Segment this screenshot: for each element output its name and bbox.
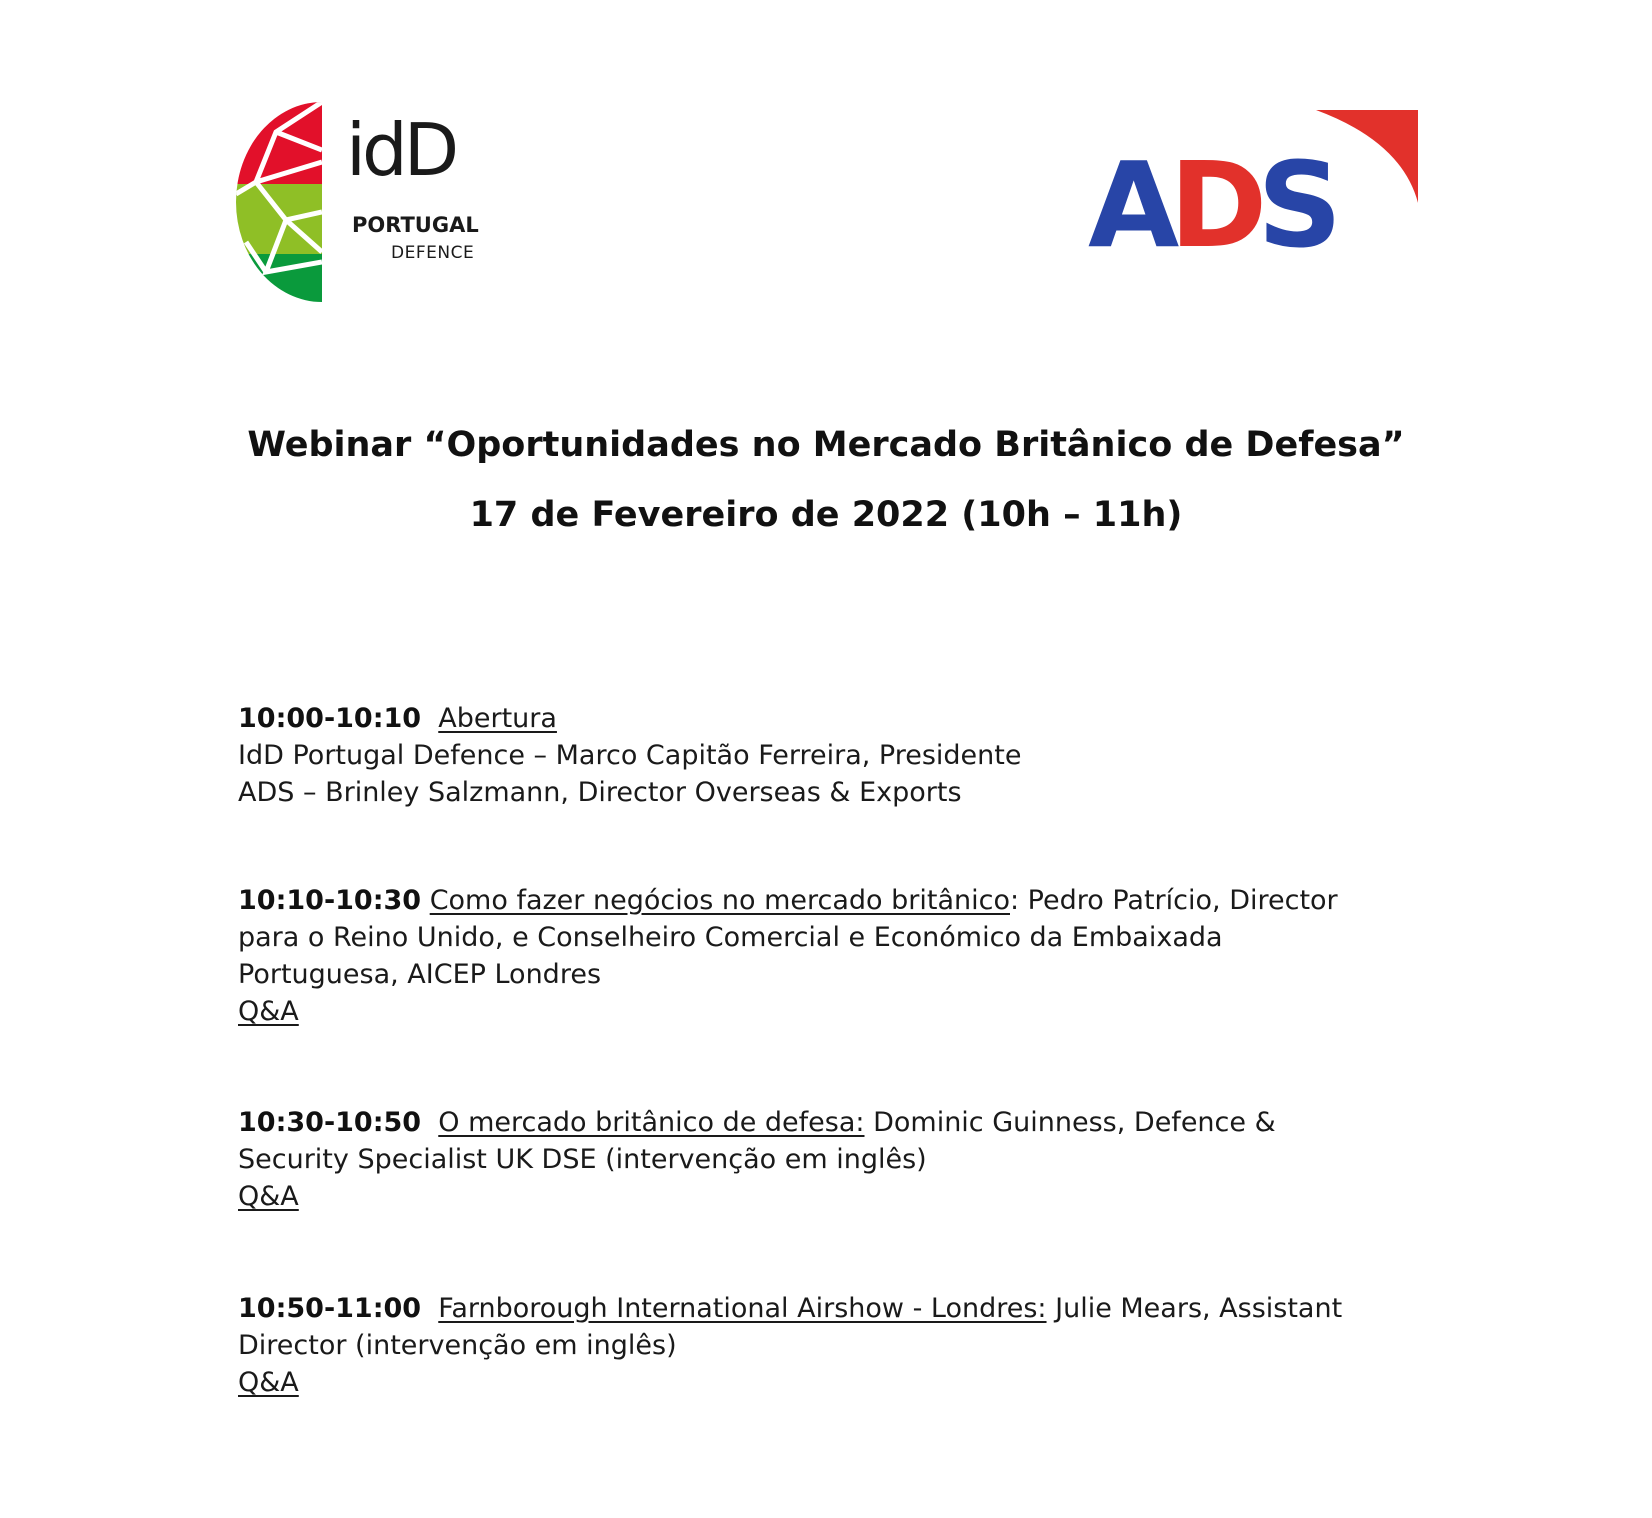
agenda-time: 10:00-10:10 bbox=[238, 703, 422, 734]
agenda-item bbox=[238, 1290, 1342, 1401]
ads-wordmark bbox=[1088, 136, 1333, 274]
agenda-speaker: Dominic Guinness, Defence & bbox=[864, 1107, 1276, 1138]
agenda-item bbox=[238, 700, 1021, 811]
agenda-speaker-line: IdD Portugal Defence – Marco Capitão Ferreira, Presidente bbox=[238, 740, 1022, 771]
ads-letter-a: A bbox=[1088, 136, 1170, 274]
agenda-speaker-line: para o Reino Unido, e Conselheiro Comercial e Económico da Embaixada bbox=[238, 922, 1223, 953]
ads-letter-d: D bbox=[1169, 136, 1258, 274]
ads-letter-s: S bbox=[1257, 136, 1333, 274]
agenda-time: 10:10-10:30 bbox=[238, 885, 422, 916]
agenda-speaker: Julie Mears, Assistant bbox=[1046, 1293, 1343, 1324]
agenda-speaker: : Pedro Patrício, Director bbox=[1010, 885, 1338, 916]
webinar-date: 17 de Fevereiro de 2022 (10h – 11h) bbox=[469, 495, 1183, 535]
webinar-title: Webinar “Oportunidades no Mercado Britânico de Defesa” bbox=[247, 425, 1405, 465]
idd-portugal-defence-logo bbox=[236, 102, 496, 302]
idd-portugal-label: PORTUGAL bbox=[352, 213, 479, 237]
agenda-speaker-line: Director (intervenção em inglês) bbox=[238, 1330, 677, 1361]
idd-defence-label: DEFENCE bbox=[391, 243, 475, 263]
agenda-qa: Q&A bbox=[238, 996, 299, 1027]
agenda-topic: Farnborough International Airshow - Londres: bbox=[438, 1293, 1047, 1324]
agenda-topic: Abertura bbox=[438, 703, 557, 734]
agenda-qa: Q&A bbox=[238, 1367, 299, 1398]
agenda-speaker-line: Security Specialist UK DSE (intervenção em inglês) bbox=[238, 1144, 927, 1175]
agenda-topic: O mercado britânico de defesa: bbox=[438, 1107, 865, 1138]
ads-logo bbox=[1088, 104, 1418, 284]
idd-wordmark: idD bbox=[346, 108, 456, 192]
agenda-item bbox=[238, 1104, 1276, 1215]
idd-globe-emblem bbox=[236, 102, 346, 302]
agenda-qa: Q&A bbox=[238, 1181, 299, 1212]
agenda-item bbox=[238, 882, 1338, 1030]
agenda-speaker-line: ADS – Brinley Salzmann, Director Overseas & Exports bbox=[238, 777, 962, 808]
agenda-time: 10:50-11:00 bbox=[238, 1293, 422, 1324]
agenda-time: 10:30-10:50 bbox=[238, 1107, 422, 1138]
agenda-topic: Como fazer negócios no mercado britânico bbox=[429, 885, 1010, 916]
agenda-speaker-line: Portuguesa, AICEP Londres bbox=[238, 959, 602, 990]
webinar-title-block bbox=[0, 410, 1652, 550]
